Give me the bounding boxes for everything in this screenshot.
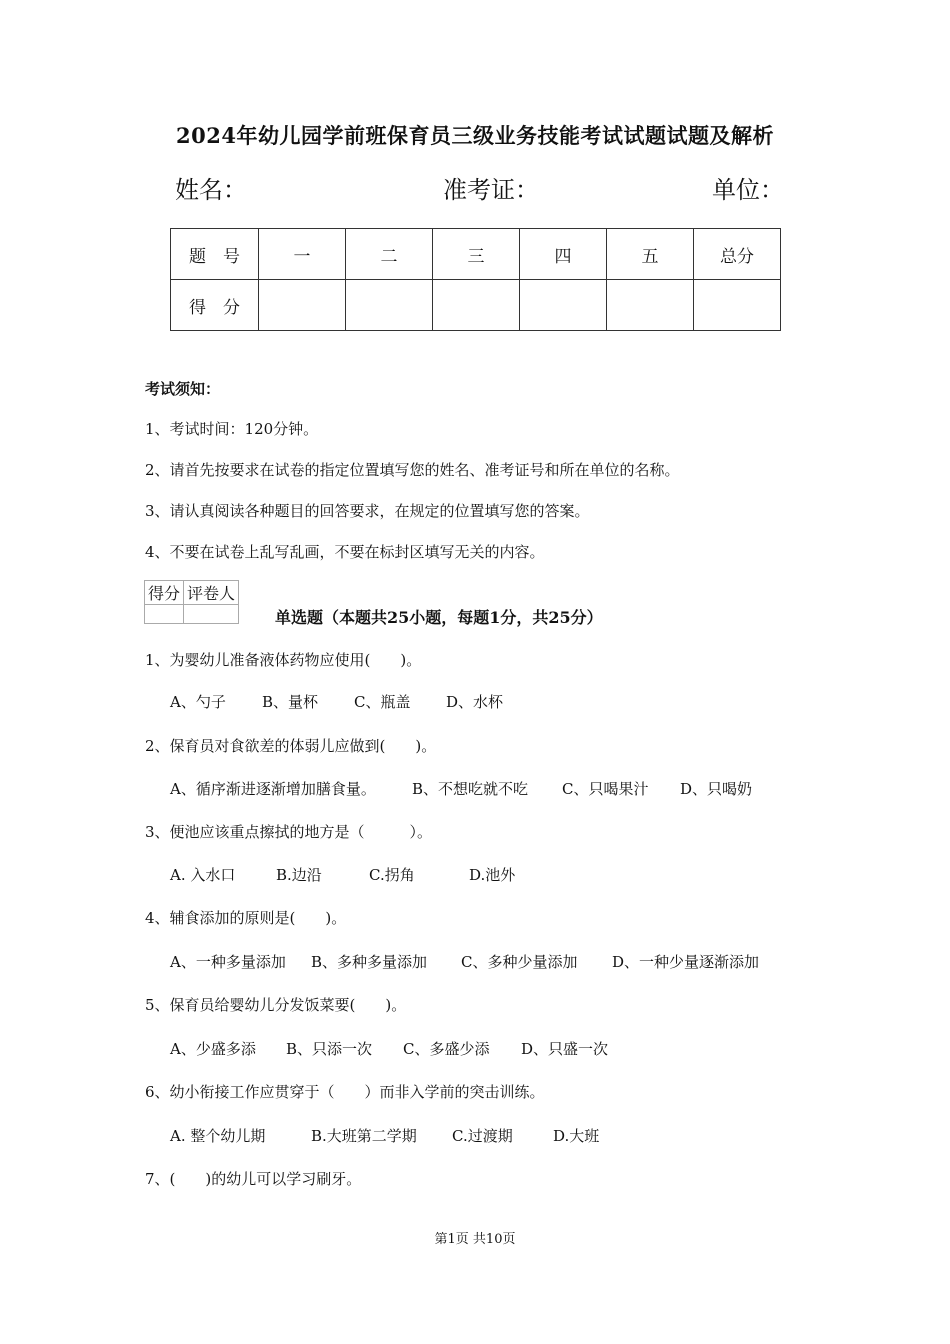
- option: B.大班第二学期: [311, 1127, 417, 1145]
- notice-item: 1、考试时间：120分钟。: [145, 420, 319, 438]
- unit-field-label: 单位：: [712, 176, 784, 204]
- question-text: 3、便池应该重点擦拭的地方是（ ）。: [145, 823, 433, 841]
- option: D、只喝奶: [680, 780, 753, 798]
- question-options: [170, 864, 515, 885]
- score-cell[interactable]: [346, 280, 433, 331]
- option: A、勺子: [170, 693, 226, 711]
- question-options: [170, 1125, 599, 1146]
- score-row-label: 得 分: [171, 280, 259, 331]
- option: C.过渡期: [452, 1127, 513, 1145]
- question-text: 4、辅食添加的原则是( )。: [145, 909, 347, 927]
- option: C.拐角: [369, 866, 415, 884]
- name-field-label: 姓名：: [175, 176, 247, 204]
- option: C、只喝果汁: [562, 780, 649, 798]
- option: A、少盛多添: [170, 1040, 256, 1058]
- option: C、多种少量添加: [461, 953, 578, 971]
- option: B、多种多量添加: [311, 953, 428, 971]
- grader-score-cell[interactable]: [145, 605, 184, 624]
- question-text: 6、幼小衔接工作应贯穿于（ ）而非入学前的突击训练。: [145, 1083, 545, 1101]
- question-text: 1、为婴幼儿准备液体药物应使用( )。: [145, 651, 422, 669]
- score-table-header-cell: 五: [607, 229, 694, 280]
- option: B、只添一次: [286, 1040, 373, 1058]
- score-cell[interactable]: [433, 280, 520, 331]
- question-options: [170, 778, 752, 799]
- score-table-header-cell: 总分: [694, 229, 781, 280]
- option: B.边沿: [276, 866, 322, 884]
- section-title: 单选题（本题共25小题，每题1分，共25分）: [275, 608, 603, 627]
- page-title: 2024年幼儿园学前班保育员三级业务技能考试试题试题及解析: [176, 123, 774, 148]
- question-text: 5、保育员给婴幼儿分发饭菜要( )。: [145, 996, 407, 1014]
- grader-reviewer-label: 评卷人: [184, 581, 239, 605]
- score-table-score-row: [171, 280, 781, 331]
- grader-box: [144, 580, 239, 624]
- score-table-header-cell: 三: [433, 229, 520, 280]
- question-text: 7、( )的幼儿可以学习刷牙。: [145, 1170, 362, 1188]
- option: A. 入水口: [170, 866, 236, 884]
- score-cell[interactable]: [694, 280, 781, 331]
- question-options: [170, 951, 759, 972]
- notice-item: 3、请认真阅读各种题目的回答要求，在规定的位置填写您的答案。: [145, 502, 590, 520]
- question-options: [170, 1038, 608, 1059]
- notice-item: 4、不要在试卷上乱写乱画，不要在标封区填写无关的内容。: [145, 543, 545, 561]
- notice-title: 考试须知：: [145, 380, 221, 398]
- notice-item: 2、请首先按要求在试卷的指定位置填写您的姓名、准考证号和所在单位的名称。: [145, 461, 680, 479]
- question-options: [170, 691, 503, 712]
- option: D.大班: [553, 1127, 600, 1145]
- question-text: 2、保育员对食欲差的体弱儿应做到( )。: [145, 737, 437, 755]
- grader-reviewer-cell[interactable]: [184, 605, 239, 624]
- score-table-header-row: [171, 229, 781, 280]
- score-table: [170, 228, 781, 331]
- score-cell[interactable]: [520, 280, 607, 331]
- option: B、不想吃就不吃: [412, 780, 529, 798]
- option: A、一种多量添加: [170, 953, 286, 971]
- option: C、瓶盖: [354, 693, 411, 711]
- score-table-header-cell: 二: [346, 229, 433, 280]
- option: A. 整个幼儿期: [170, 1127, 266, 1145]
- option: C、多盛少添: [403, 1040, 490, 1058]
- score-table-header-cell: 一: [259, 229, 346, 280]
- score-cell[interactable]: [607, 280, 694, 331]
- option: D、水杯: [446, 693, 504, 711]
- option: D、一种少量逐渐添加: [612, 953, 760, 971]
- option: B、量杯: [262, 693, 319, 711]
- score-table-header-cell: 四: [520, 229, 607, 280]
- option: A、循序渐进逐渐增加膳食量。: [170, 780, 376, 798]
- exam-id-field-label: 准考证：: [443, 176, 539, 204]
- option: D.池外: [469, 866, 516, 884]
- score-cell[interactable]: [259, 280, 346, 331]
- grader-score-label: 得分: [145, 581, 184, 605]
- score-table-header-cell: 题 号: [171, 229, 259, 280]
- page-footer: 第1页 共10页: [434, 1232, 516, 1247]
- option: D、只盛一次: [521, 1040, 609, 1058]
